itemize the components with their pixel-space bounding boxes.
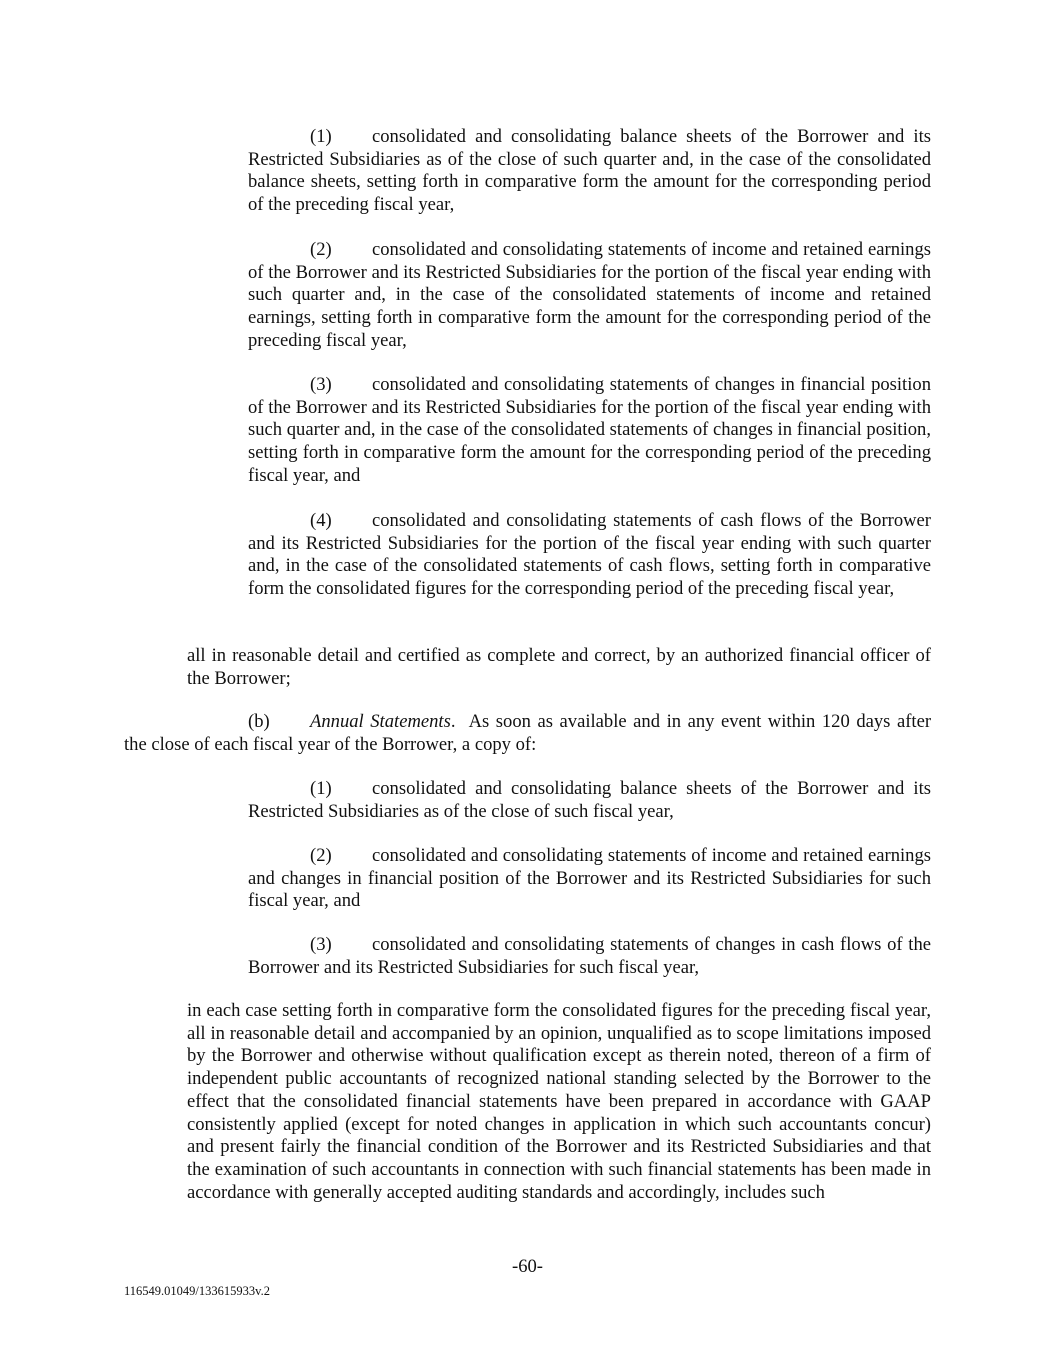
annual-tail-paragraph: in each case setting forth in comparative form the consolidated figures for the preceding fiscal year, all in reasonable detail and accompanied by an opinion, unqualified as to scope limitations imposed by the Borrower and otherwise without qualification except as therein noted, thereon of a firm of independent public accountants of recognized national standing selected by the Borrower to the effect that the consolidated financial statements have been prepared in accordance with GAAP consistently applied (except for noted changes in application in which such accountants concur) and present fairly the financial condition of the Borrower and its Restricted Subsidiaries and that the examination of such accountants in connection with such financial statements has been made in accordance with generally accepted auditing standards and accordingly, includes such [187, 1000, 931, 1203]
quarterly-tail-paragraph: all in reasonable detail and certified as complete and correct, by an authorized financial officer of the Borrower; [187, 645, 931, 689]
item-text: consolidated and consolidating statements of cash flows of the Borrower and its Restricted Subsidiaries for the portion of the fiscal year ending with such quarter and, in the case of the consolidated statements of cash flows, setting forth in comparative form the consolidated figures for the corresponding period of the preceding fiscal year, [248, 510, 931, 600]
item-text: consolidated and consolidating statements of changes in cash flows of the Borrower and its Restricted Subsidiaries for such fiscal year, [248, 934, 931, 978]
item-text: consolidated and consolidating balance sheets of the Borrower and its Restricted Subsidiaries as of the close of such fiscal year, [248, 778, 931, 822]
item-text: consolidated and consolidating statements of income and retained earnings and changes in financial position of the Borrower and its Restricted Subsidiaries for such fiscal year, and [248, 845, 931, 912]
quarterly-item-2 [248, 239, 931, 353]
item-number: (3) [310, 374, 332, 395]
annual-item-3 [248, 934, 931, 979]
quarterly-item-4 [248, 510, 931, 601]
section-heading: Annual Statements [310, 711, 451, 732]
item-text: consolidated and consolidating balance sheets of the Borrower and its Restricted Subsidiaries as of the close of such quarter and, in the case of the consolidated balance sheets, setting forth in comparative form the amount for the corresponding period of the preceding fiscal year, [248, 126, 931, 216]
document-id: 116549.01049/133615933v.2 [124, 1284, 270, 1298]
item-number: (1) [310, 778, 332, 799]
item-number: (3) [310, 934, 332, 955]
item-number: (2) [310, 239, 332, 260]
item-number: (1) [310, 126, 332, 147]
annual-item-1 [248, 778, 931, 823]
section-b-paragraph [124, 711, 931, 756]
page-number: -60- [512, 1256, 543, 1277]
annual-item-2 [248, 845, 931, 913]
section-heading-punct: . [450, 711, 456, 732]
quarterly-item-1 [248, 126, 931, 217]
item-number: (4) [310, 510, 332, 531]
item-number: (2) [310, 845, 332, 866]
quarterly-item-3 [248, 374, 931, 488]
section-text: As soon as available and in any event within 120 days after the close of each fiscal year of the Borrower, a copy of: [124, 711, 932, 755]
item-text: consolidated and consolidating statements of changes in financial position of the Borrower and its Restricted Subsidiaries for the portion of the fiscal year ending with such quarter and, in the case of the consolidated statements of changes in financial position, setting forth in comparative form the amount for the corresponding period of the preceding fiscal year, and [248, 374, 931, 486]
section-number: (b) [248, 711, 270, 732]
item-text: consolidated and consolidating statements of income and retained earnings of the Borrower and its Restricted Subsidiaries for the portion of the fiscal year ending with such quarter and, in the case of the consolidated statements of income and retained earnings, setting forth in comparative form the amount for the corresponding period of the preceding fiscal year, [248, 239, 931, 351]
